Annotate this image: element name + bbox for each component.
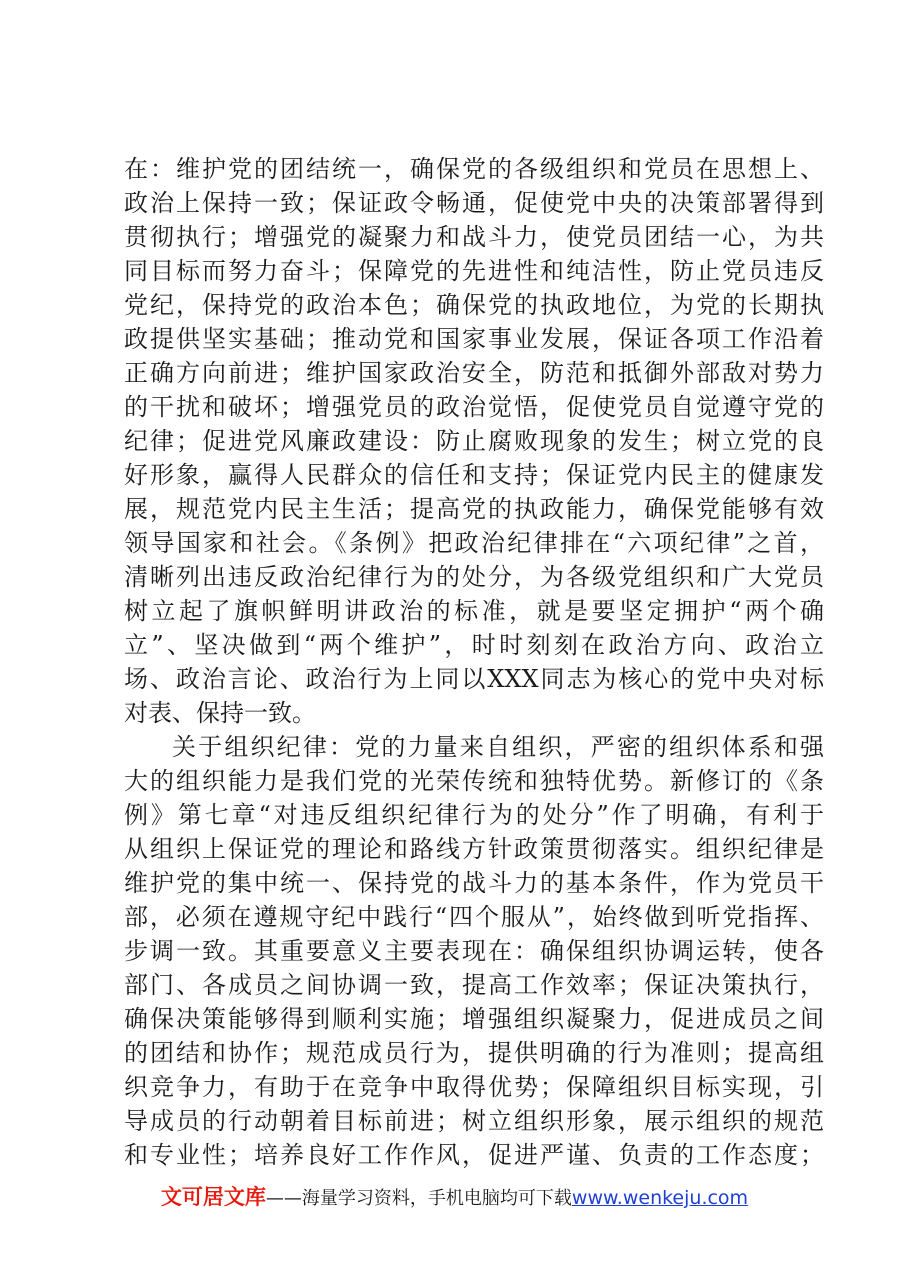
body-text-line: 政治上保持一致；保证政令畅通，促使党中央的决策部署得到 <box>124 189 824 217</box>
body-text-line: 场、政治言论、政治行为上同以XXX同志为核心的党中央对标 <box>124 665 824 693</box>
body-text-line: 政提供坚实基础；推动党和国家事业发展，保证各项工作沿着 <box>124 325 824 353</box>
body-text-line: 树立起了旗帜鲜明讲政治的标准，就是要坚定拥护“两个确 <box>124 597 824 625</box>
body-text-line: 好形象，赢得人民群众的信任和支持；保证党内民主的健康发 <box>124 461 824 489</box>
body-text-line: 展，规范党内民主生活；提高党的执政能力，确保党能够有效 <box>124 495 824 523</box>
body-text-line: 党纪，保持党的政治本色；确保党的执政地位，为党的长期执 <box>124 291 824 319</box>
footer-tagline: ——海量学习资料，手机电脑均可下载 <box>265 1188 572 1209</box>
body-text-line: 清晰列出违反政治纪律行为的处分，为各级党组织和广大党员 <box>124 563 824 591</box>
body-text-line: 的团结和协作；规范成员行为，提供明确的行为准则；提高组 <box>124 1039 824 1067</box>
body-text-line: 立”、坚决做到“两个维护”，时时刻刻在政治方向、政治立 <box>124 631 824 659</box>
body-text-line: 部，必须在遵规守纪中践行“四个服从”，始终做到听党指挥、 <box>124 903 824 931</box>
body-text-line: 和专业性；培养良好工作作风，促进严谨、负责的工作态度； <box>124 1141 824 1169</box>
body-text-line: 领导国家和社会。《条例》把政治纪律排在“六项纪律”之首， <box>124 529 824 557</box>
body-text-line: 对表、保持一致。 <box>124 699 316 727</box>
body-text-line: 步调一致。其重要意义主要表现在：确保组织协调运转，使各 <box>124 937 824 965</box>
body-text-line: 织竞争力，有助于在竞争中取得优势；保障组织目标实现，引 <box>124 1073 824 1101</box>
body-text-line: 导成员的行动朝着目标前进；树立组织形象，展示组织的规范 <box>124 1107 824 1135</box>
body-text-line: 同目标而努力奋斗；保障党的先进性和纯洁性，防止党员违反 <box>124 257 824 285</box>
body-text-line: 在：维护党的团结统一，确保党的各级组织和党员在思想上、 <box>124 155 824 183</box>
body-text-line: 确保决策能够得到顺利实施；增强组织凝聚力，促进成员之间 <box>124 1005 824 1033</box>
footer-website-link[interactable]: www.wenkeju.com <box>571 1187 749 1209</box>
body-text-line: 纪律；促进党风廉政建设：防止腐败现象的发生；树立党的良 <box>124 427 824 455</box>
page-footer <box>0 1181 909 1211</box>
body-text-line: 贯彻执行；增强党的凝聚力和战斗力，使党员团结一心，为共 <box>124 223 824 251</box>
body-text-line: 的干扰和破坏；增强党员的政治觉悟，促使党员自觉遵守党的 <box>124 393 824 421</box>
paragraph-first-line: 关于组织纪律：党的力量来自组织，严密的组织体系和强 <box>172 733 824 761</box>
body-text-line: 从组织上保证党的理论和路线方针政策贯彻落实。组织纪律是 <box>124 835 824 863</box>
body-text-line: 维护党的集中统一、保持党的战斗力的基本条件，作为党员干 <box>124 869 824 897</box>
body-text-line: 大的组织能力是我们党的光荣传统和独特优势。新修订的《条 <box>124 767 824 795</box>
body-text-line: 部门、各成员之间协调一致，提高工作效率；保证决策执行， <box>124 971 824 999</box>
footer-brand: 文可居文库 <box>160 1185 266 1209</box>
body-text-line: 正确方向前进；维护国家政治安全，防范和抵御外部敌对势力 <box>124 359 824 387</box>
body-text-line: 例》第七章“对违反组织纪律行为的处分”作了明确，有利于 <box>124 801 824 829</box>
